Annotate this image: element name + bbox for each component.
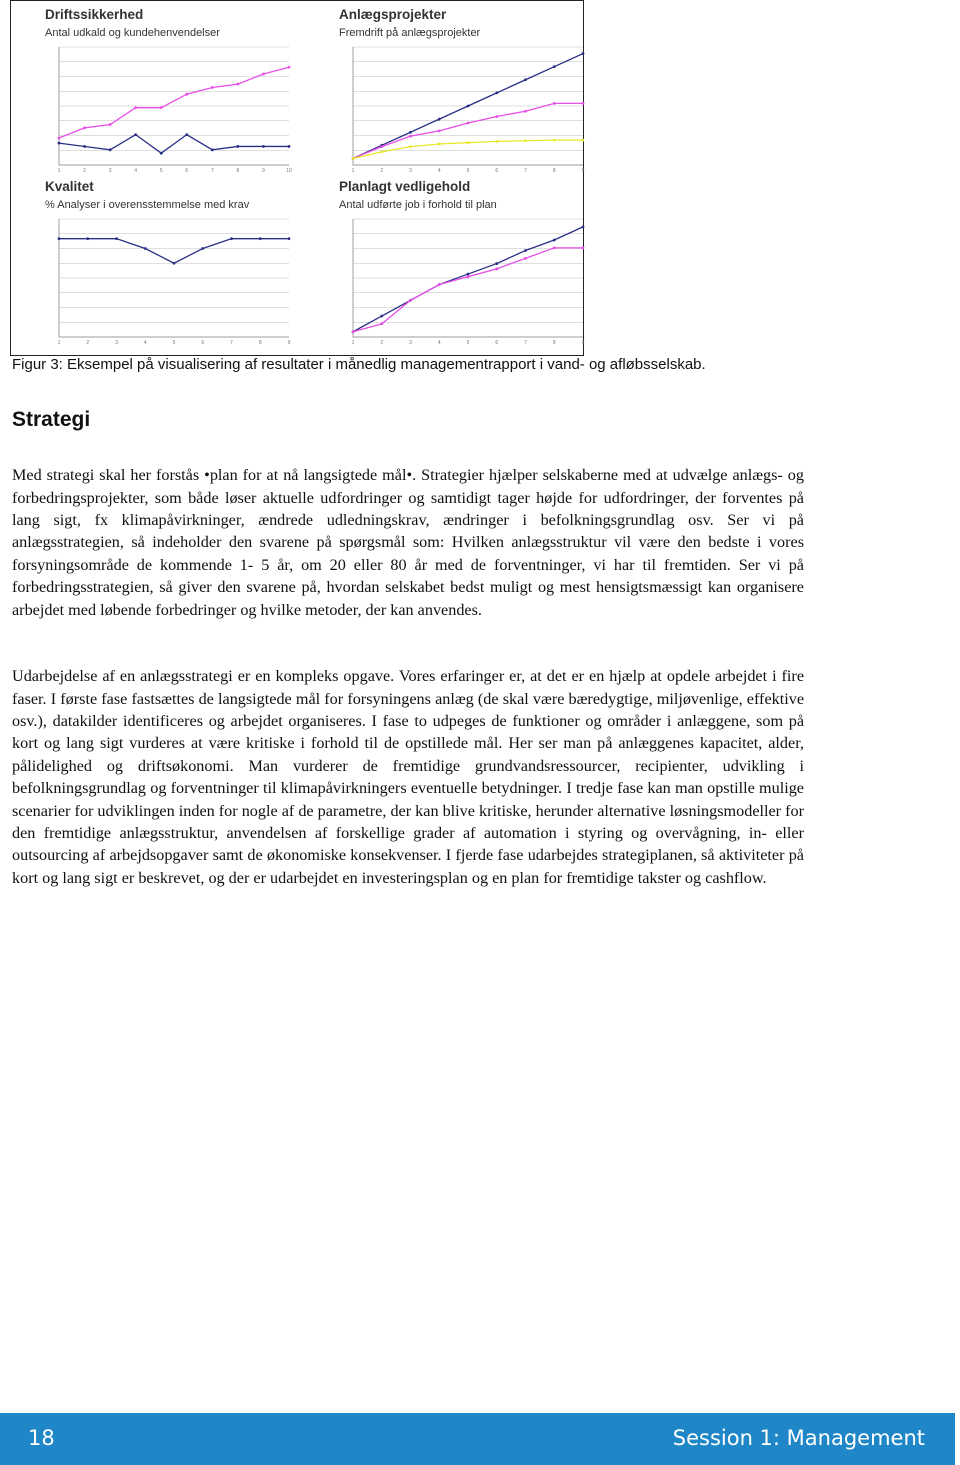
data-point — [467, 105, 470, 108]
data-point — [109, 148, 112, 151]
series-line — [353, 248, 583, 332]
data-point — [144, 247, 147, 250]
figure-caption: Figur 3: Eksempel på visualisering af resultater i månedlig managementrapport i vand- og afløbsselskab. — [12, 356, 706, 373]
data-point — [524, 249, 527, 252]
chart-panel-driftssikkerhed — [45, 7, 325, 182]
x-tick-label: 3 — [409, 168, 412, 173]
data-point — [467, 122, 470, 125]
chart-subtitle: Fremdrift på anlægsprojekter — [339, 27, 481, 39]
x-tick-label: 2 — [83, 168, 86, 173]
data-point — [409, 131, 412, 134]
x-tick-label: 5 — [159, 168, 163, 173]
chart-subtitle: % Analyser i overensstemmelse med krav — [45, 199, 250, 211]
x-tick-label: 5 — [466, 340, 470, 345]
x-tick-label: 7 — [524, 340, 527, 345]
data-point — [109, 123, 112, 126]
section-heading: Strategi — [12, 408, 91, 431]
data-point — [524, 78, 527, 81]
data-point — [438, 118, 441, 121]
chart-title: Anlægsprojekter — [339, 7, 447, 22]
data-point — [83, 127, 86, 130]
data-point — [288, 237, 291, 240]
x-tick-label: 7 — [524, 168, 527, 173]
data-point — [230, 237, 233, 240]
x-tick-label: 5 — [466, 168, 470, 173]
body-paragraph: Udarbejdelse af en anlægsstrategi er en kompleks opgave. Vores erfaringer er, at det er en hjælp at opdele arbejdet i fire faser. I første fase fastsættes de langsigtede mål for forsyningens anlæg (de skal være bæredygtige, miljøvenlige, effektive osv.), datakilder identificeres og arbejdet organiseres. I fase to udpeges de funktioner og områder i anlæggene, som på kort og lang sigt vurderes at være kritiske i forhold til de opstillede mål. Her ser man på anlæggenes kapacitet, alder, pålidelighed og driftsøkonomi. Man vurderer de fremtidige grundvandsressourcer, recipienter, udvikling i befolkningsgrundlag og forventninger til klimapåvirkningers eventuelle betydninger. I tredje fase kan man opstille mulige scenarier for udviklingen inden for nogle af de parametre, der kan blive kritiske, herunder alternative løsningsmodeller for den fremtidige anlægsstruktur, anvendelsen af forskellige grader af automation i styring og overvågning, in- eller outsourcing af arbejdsopgaver samt de økonomiske konsekvenser. I fjerde fase udarbejdes strategiplanen, så aktiviteter på kort og lang sigt er beskrevet, og der er udarbejdet en investeringsplan og en plan for fremtidige takster og cashflow. — [12, 667, 804, 887]
x-tick-label: 4 — [143, 340, 147, 345]
data-point — [582, 102, 585, 105]
data-point — [160, 106, 163, 109]
x-tick-label: 3 — [115, 340, 118, 345]
data-point — [211, 148, 214, 151]
chart-vedligehold — [339, 215, 589, 345]
data-point — [438, 130, 441, 133]
data-point — [262, 145, 265, 148]
data-point — [185, 93, 188, 96]
data-point — [495, 140, 498, 143]
data-point — [553, 246, 556, 249]
session-title: Session 1: Management — [672, 1426, 925, 1450]
x-tick-label: 6 — [201, 340, 205, 345]
data-point — [409, 135, 412, 138]
data-point — [185, 133, 188, 136]
data-point — [201, 247, 204, 250]
data-point — [211, 86, 214, 89]
page-footer — [0, 1413, 955, 1465]
chart-panel-kvalitet — [45, 179, 325, 354]
x-tick-label: 9 — [581, 340, 585, 345]
data-point — [467, 141, 470, 144]
chart-title: Kvalitet — [45, 179, 94, 194]
data-point — [58, 142, 61, 145]
chart-panel-vedligehold — [339, 179, 619, 354]
data-point — [467, 273, 470, 276]
series-line — [59, 67, 289, 138]
data-point — [380, 322, 383, 325]
data-point — [173, 262, 176, 265]
data-point — [134, 133, 137, 136]
chart-title: Driftssikkerhed — [45, 7, 144, 22]
data-point — [553, 139, 556, 142]
data-point — [553, 102, 556, 105]
x-tick-label: 1 — [57, 340, 61, 345]
data-point — [288, 145, 291, 148]
x-tick-label: 8 — [552, 168, 556, 173]
x-tick-label: 6 — [185, 168, 189, 173]
x-tick-label: 1 — [351, 340, 355, 345]
data-point — [524, 139, 527, 142]
data-point — [524, 110, 527, 113]
chart-title: Planlagt vedligehold — [339, 179, 471, 194]
x-tick-label: 6 — [495, 340, 499, 345]
x-tick-label: 4 — [437, 168, 441, 173]
data-point — [160, 152, 163, 155]
x-tick-label: 8 — [552, 340, 556, 345]
x-tick-label: 9 — [581, 168, 585, 173]
page-number: 18 — [28, 1426, 55, 1450]
chart-subtitle: Antal udførte job i forhold til plan — [339, 199, 497, 211]
data-point — [115, 237, 118, 240]
x-tick-label: 7 — [210, 168, 214, 173]
data-point — [582, 52, 585, 55]
chart-anlaegsprojekter — [339, 43, 589, 173]
data-point — [553, 65, 556, 68]
data-point — [259, 237, 262, 240]
data-point — [495, 262, 498, 265]
x-tick-label: 5 — [172, 340, 176, 345]
data-point — [495, 115, 498, 118]
chart-kvalitet — [45, 215, 295, 345]
data-point — [438, 143, 441, 146]
data-point — [409, 299, 412, 302]
data-point — [553, 239, 556, 242]
x-tick-label: 2 — [86, 340, 90, 345]
x-tick-label: 3 — [409, 340, 412, 345]
body-paragraph: Med strategi skal her forstås •plan for at nå langsigtede mål•. Strategier hjælper selskaberne med at udvælge anlægs- og forbedringsprojekter, som både løser aktuelle udfordringer og samtidigt tager højde for udfordringer, der forventes på lang sigt, fx klimapåvirkninger, ændrede udledningskrav, ændringer i befolkningsgrundlag osv. Ser vi på anlægsstrategien, så indeholder den svarene på spørgsmål som: Hvilken anlægsstruktur vil være den bedste i vores forsyningsområde de kommende 1- 5 år, om 20 eller 80 år med de forventninger, vi har til fremtiden. Ser vi på forbedringsstrategien, så giver den svarene på, hvordan selskabet bedst muligt og mest hensigtsmæssigt kan organisere arbejdet med løbende forbedringer og hvilke metoder, der kan anvendes. — [12, 466, 804, 619]
series-line — [59, 239, 289, 264]
data-point — [409, 145, 412, 148]
data-point — [582, 139, 585, 142]
data-point — [524, 257, 527, 260]
data-point — [288, 66, 291, 69]
x-tick-label: 9 — [287, 340, 291, 345]
chart-driftssikkerhed — [45, 43, 295, 173]
data-point — [86, 237, 89, 240]
x-tick-label: 7 — [230, 340, 233, 345]
data-point — [262, 73, 265, 76]
data-point — [438, 283, 441, 286]
x-tick-label: 1 — [351, 168, 355, 173]
data-point — [582, 225, 585, 228]
data-point — [83, 145, 86, 148]
data-point — [236, 145, 239, 148]
x-tick-label: 4 — [134, 168, 138, 173]
series-line — [353, 227, 583, 332]
x-tick-label: 9 — [262, 168, 265, 173]
x-tick-label: 2 — [380, 168, 384, 173]
x-tick-label: 3 — [108, 168, 112, 173]
x-tick-label: 6 — [495, 168, 499, 173]
chart-panel-anlaegsprojekter — [339, 7, 619, 182]
data-point — [134, 106, 137, 109]
data-point — [58, 237, 61, 240]
x-tick-label: 8 — [236, 168, 240, 173]
x-tick-label: 10 — [286, 168, 292, 173]
data-point — [380, 315, 383, 318]
figure-charts — [10, 0, 584, 356]
data-point — [380, 145, 383, 148]
x-tick-label: 8 — [258, 340, 262, 345]
data-point — [467, 275, 470, 278]
chart-subtitle: Antal udkald og kundehenvendelser — [45, 27, 220, 39]
x-tick-label: 2 — [380, 340, 384, 345]
data-point — [495, 91, 498, 94]
data-point — [236, 83, 239, 86]
data-point — [58, 137, 61, 140]
data-point — [495, 267, 498, 270]
data-point — [380, 150, 383, 153]
data-point — [352, 330, 355, 333]
data-point — [582, 246, 585, 249]
x-tick-label: 4 — [437, 340, 441, 345]
data-point — [352, 157, 355, 160]
x-tick-label: 1 — [57, 168, 61, 173]
